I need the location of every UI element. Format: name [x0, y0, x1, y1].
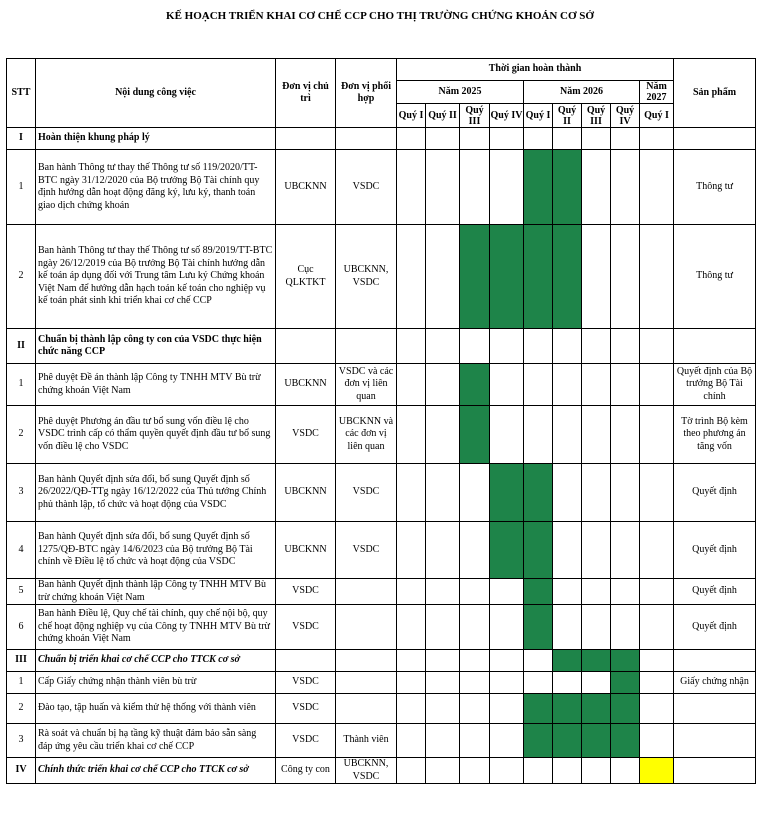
timeline-cell [611, 150, 640, 225]
timeline-cell [553, 128, 582, 150]
timeline-cell [460, 128, 490, 150]
product-cell [674, 758, 756, 784]
timeline-cell [582, 150, 611, 225]
timeline-cell [426, 406, 460, 464]
content-cell: Phê duyệt Phương án đầu tư bổ sung vốn điều lệ cho VSDC trình cấp có thẩm quyền quyết định đầu tư bổ sung vốn điều lệ cho VSDC [36, 406, 276, 464]
timeline-cell [426, 364, 460, 406]
product-cell [674, 128, 756, 150]
coord-cell: UBCKNN và các đơn vị liên quan [336, 406, 397, 464]
timeline-cell [397, 406, 426, 464]
header-year-2027: Năm 2027 [640, 81, 674, 104]
lead-cell [276, 329, 336, 364]
stt-cell: 3 [7, 464, 36, 522]
content-cell: Ban hành Thông tư thay thế Thông tư số 89/2019/TT-BTC ngày 26/12/2019 của Bộ trưởng Bộ Tài chính hướng dẫn kế toán áp dụng đối với Trung tâm Lưu ký Chứng khoán Việt Nam để hướng dẫn hạch toán kế toán cho nghiệp vụ kế toán phát sinh khi triển khai cơ chế CCP [36, 225, 276, 329]
timeline-cell [640, 364, 674, 406]
timeline-cell [611, 758, 640, 784]
timeline-cell [553, 406, 582, 464]
timeline-cell [460, 329, 490, 364]
header-quarter: Quý IV [490, 104, 524, 128]
header-lead: Đơn vị chủ trì [276, 59, 336, 128]
table-row [7, 464, 756, 522]
timeline-cell [611, 329, 640, 364]
content-cell: Ban hành Điều lệ, Quy chế tài chính, quy chế nội bộ, quy chế hoạt động nghiệp vụ của Công ty TNHH MTV Bù trừ chứng khoán Việt Nam [36, 605, 276, 650]
timeline-cell [490, 329, 524, 364]
timeline-cell [582, 406, 611, 464]
timeline-cell [640, 150, 674, 225]
product-cell: Quyết định của Bộ trưởng Bộ Tài chính [674, 364, 756, 406]
coord-cell: UBCKNN, VSDC [336, 758, 397, 784]
timeline-cell [426, 329, 460, 364]
timeline-cell [397, 128, 426, 150]
timeline-cell [490, 522, 524, 579]
coord-cell [336, 650, 397, 672]
timeline-cell [553, 724, 582, 758]
product-cell [674, 650, 756, 672]
header-quarter: Quý III [460, 104, 490, 128]
timeline-cell [397, 694, 426, 724]
timeline-cell [426, 150, 460, 225]
timeline-cell [426, 650, 460, 672]
timeline-cell [553, 225, 582, 329]
coord-cell [336, 579, 397, 605]
timeline-cell [640, 406, 674, 464]
timeline-cell [524, 694, 553, 724]
timeline-cell [490, 150, 524, 225]
timeline-cell [397, 650, 426, 672]
timeline-cell [640, 579, 674, 605]
timeline-cell [460, 406, 490, 464]
content-cell: Chuẩn bị thành lập công ty con của VSDC thực hiện chức năng CCP [36, 329, 276, 364]
coord-cell [336, 605, 397, 650]
table-row [7, 605, 756, 650]
timeline-cell [490, 128, 524, 150]
content-cell: Ban hành Thông tư thay thế Thông tư số 119/2020/TT-BTC ngày 31/12/2020 của Bộ trưởng Bộ Tài chính quy định hướng dẫn hoạt động đăng ký, lưu ký, thanh toán giao dịch chứng khoán [36, 150, 276, 225]
timeline-cell [553, 672, 582, 694]
timeline-cell [640, 758, 674, 784]
timeline-cell [490, 605, 524, 650]
header-stt: STT [7, 59, 36, 128]
timeline-cell [640, 128, 674, 150]
timeline-cell [582, 464, 611, 522]
lead-cell: VSDC [276, 579, 336, 605]
lead-cell: VSDC [276, 724, 336, 758]
timeline-cell [640, 225, 674, 329]
timeline-cell [611, 579, 640, 605]
timeline-cell [582, 694, 611, 724]
header-year-2026: Năm 2026 [524, 81, 640, 104]
lead-cell: VSDC [276, 605, 336, 650]
timeline-cell [490, 694, 524, 724]
timeline-cell [490, 758, 524, 784]
stt-cell: 6 [7, 605, 36, 650]
timeline-cell [640, 724, 674, 758]
product-cell: Giấy chứng nhận [674, 672, 756, 694]
timeline-cell [460, 605, 490, 650]
stt-cell: 2 [7, 225, 36, 329]
timeline-cell [553, 694, 582, 724]
stt-cell: II [7, 329, 36, 364]
header-quarter: Quý II [553, 104, 582, 128]
stt-cell: 2 [7, 694, 36, 724]
product-cell: Quyết định [674, 605, 756, 650]
lead-cell: UBCKNN [276, 364, 336, 406]
timeline-cell [397, 329, 426, 364]
section-row [7, 128, 756, 150]
timeline-cell [460, 724, 490, 758]
timeline-cell [460, 150, 490, 225]
timeline-cell [553, 329, 582, 364]
timeline-cell [553, 605, 582, 650]
timeline-cell [490, 464, 524, 522]
timeline-cell [426, 128, 460, 150]
lead-cell: Công ty con [276, 758, 336, 784]
timeline-cell [553, 579, 582, 605]
timeline-cell [611, 364, 640, 406]
timeline-cell [524, 329, 553, 364]
header-product: Sản phẩm [674, 59, 756, 128]
coord-cell: VSDC và các đơn vị liên quan [336, 364, 397, 406]
timeline-cell [397, 464, 426, 522]
timeline-cell [611, 522, 640, 579]
header-quarter: Quý I [524, 104, 553, 128]
timeline-cell [397, 522, 426, 579]
content-cell: Ban hành Quyết định sửa đổi, bổ sung Quyết định số 26/2022/QĐ-TTg ngày 16/12/2022 của Thủ tướng Chính phủ thành lập, tổ chức và hoạt động của VSDC [36, 464, 276, 522]
stt-cell: 5 [7, 579, 36, 605]
timeline-cell [640, 329, 674, 364]
timeline-cell [582, 758, 611, 784]
content-cell: Phê duyệt Đề án thành lập Công ty TNHH MTV Bù trừ chứng khoán Việt Nam [36, 364, 276, 406]
lead-cell: VSDC [276, 672, 336, 694]
timeline-cell [553, 364, 582, 406]
product-cell [674, 724, 756, 758]
coord-cell: VSDC [336, 522, 397, 579]
timeline-cell [524, 150, 553, 225]
timeline-cell [640, 672, 674, 694]
timeline-cell [397, 225, 426, 329]
timeline-cell [553, 150, 582, 225]
timeline-cell [582, 329, 611, 364]
header-quarter: Quý II [426, 104, 460, 128]
header-year-2025: Năm 2025 [397, 81, 524, 104]
timeline-cell [582, 650, 611, 672]
timeline-cell [611, 406, 640, 464]
coord-cell [336, 128, 397, 150]
timeline-cell [460, 579, 490, 605]
table-row [7, 406, 756, 464]
timeline-cell [582, 128, 611, 150]
timeline-cell [397, 724, 426, 758]
timeline-cell [611, 464, 640, 522]
timeline-cell [426, 758, 460, 784]
timeline-cell [397, 605, 426, 650]
lead-cell [276, 128, 336, 150]
header-quarter: Quý I [640, 104, 674, 128]
timeline-cell [426, 672, 460, 694]
timeline-cell [582, 522, 611, 579]
content-cell: Ban hành Quyết định thành lập Công ty TNHH MTV Bù trừ chứng khoán Việt Nam [36, 579, 276, 605]
content-cell: Rà soát và chuẩn bị hạ tầng kỹ thuật đảm bảo sẵn sàng đáp ứng yêu cầu triển khai cơ chế CCP [36, 724, 276, 758]
lead-cell [276, 650, 336, 672]
stt-cell: III [7, 650, 36, 672]
product-cell: Thông tư [674, 150, 756, 225]
header-content: Nội dung công việc [36, 59, 276, 128]
timeline-cell [490, 406, 524, 464]
timeline-cell [611, 128, 640, 150]
table-row [7, 364, 756, 406]
timeline-cell [611, 650, 640, 672]
stt-cell: 4 [7, 522, 36, 579]
content-cell: Đào tạo, tập huấn và kiểm thử hệ thống với thành viên [36, 694, 276, 724]
timeline-cell [460, 522, 490, 579]
lead-cell: UBCKNN [276, 522, 336, 579]
timeline-cell [426, 579, 460, 605]
timeline-cell [640, 694, 674, 724]
timeline-cell [611, 605, 640, 650]
stt-cell: 3 [7, 724, 36, 758]
coord-cell: VSDC [336, 150, 397, 225]
product-cell [674, 329, 756, 364]
timeline-cell [524, 406, 553, 464]
timeline-cell [640, 522, 674, 579]
timeline-cell [611, 225, 640, 329]
timeline-cell [582, 225, 611, 329]
timeline-cell [524, 758, 553, 784]
coord-cell: UBCKNN, VSDC [336, 225, 397, 329]
timeline-cell [553, 758, 582, 784]
coord-cell [336, 672, 397, 694]
timeline-cell [640, 605, 674, 650]
timeline-cell [553, 464, 582, 522]
timeline-cell [397, 579, 426, 605]
timeline-cell [426, 724, 460, 758]
timeline-cell [524, 522, 553, 579]
timeline-cell [426, 694, 460, 724]
product-cell: Quyết định [674, 522, 756, 579]
timeline-cell [426, 522, 460, 579]
product-cell [674, 694, 756, 724]
table-row [7, 694, 756, 724]
timeline-cell [640, 650, 674, 672]
product-cell: Quyết định [674, 579, 756, 605]
content-cell: Ban hành Quyết định sửa đổi, bổ sung Quyết định số 1275/QĐ-BTC ngày 14/6/2023 của Bộ trưởng Bộ Tài chính về Điều lệ tổ chức và hoạt động của VSDC [36, 522, 276, 579]
timeline-cell [397, 672, 426, 694]
timeline-cell [582, 364, 611, 406]
header-time: Thời gian hoàn thành [397, 59, 674, 81]
timeline-cell [582, 579, 611, 605]
header-quarter: Quý IV [611, 104, 640, 128]
timeline-cell [490, 724, 524, 758]
plan-table [6, 58, 756, 784]
timeline-cell [553, 650, 582, 672]
stt-cell: 2 [7, 406, 36, 464]
timeline-cell [426, 225, 460, 329]
table-row [7, 150, 756, 225]
section-row [7, 758, 756, 784]
content-cell: Cấp Giấy chứng nhận thành viên bù trừ [36, 672, 276, 694]
timeline-cell [460, 225, 490, 329]
timeline-cell [582, 605, 611, 650]
timeline-cell [490, 650, 524, 672]
header-quarter: Quý I [397, 104, 426, 128]
lead-cell: VSDC [276, 406, 336, 464]
timeline-cell [582, 724, 611, 758]
content-cell: Chuẩn bị triển khai cơ chế CCP cho TTCK cơ sở [36, 650, 276, 672]
timeline-cell [397, 758, 426, 784]
stt-cell: 1 [7, 364, 36, 406]
section-row [7, 329, 756, 364]
content-cell: Hoàn thiện khung pháp lý [36, 128, 276, 150]
timeline-cell [460, 672, 490, 694]
product-cell: Tờ trình Bộ kèm theo phương án tăng vốn [674, 406, 756, 464]
product-cell: Quyết định [674, 464, 756, 522]
timeline-cell [524, 128, 553, 150]
stt-cell: 1 [7, 150, 36, 225]
content-cell: Chính thức triển khai cơ chế CCP cho TTCK cơ sở [36, 758, 276, 784]
lead-cell: VSDC [276, 694, 336, 724]
stt-cell: I [7, 128, 36, 150]
lead-cell: UBCKNN [276, 150, 336, 225]
coord-cell [336, 694, 397, 724]
section-row [7, 650, 756, 672]
timeline-cell [524, 579, 553, 605]
timeline-cell [397, 150, 426, 225]
timeline-cell [611, 694, 640, 724]
table-row [7, 522, 756, 579]
timeline-cell [490, 579, 524, 605]
timeline-cell [611, 672, 640, 694]
lead-cell: Cục QLKTKT [276, 225, 336, 329]
timeline-cell [426, 464, 460, 522]
coord-cell: VSDC [336, 464, 397, 522]
timeline-cell [460, 650, 490, 672]
coord-cell: Thành viên [336, 724, 397, 758]
timeline-cell [553, 522, 582, 579]
timeline-cell [397, 364, 426, 406]
timeline-cell [524, 605, 553, 650]
coord-cell [336, 329, 397, 364]
timeline-cell [611, 724, 640, 758]
timeline-cell [524, 464, 553, 522]
table-row [7, 225, 756, 329]
header-quarter: Quý III [582, 104, 611, 128]
stt-cell: IV [7, 758, 36, 784]
timeline-cell [582, 672, 611, 694]
timeline-cell [490, 672, 524, 694]
table-row [7, 672, 756, 694]
document-title: KẾ HOẠCH TRIỂN KHAI CƠ CHẾ CCP CHO THỊ TRƯỜNG CHỨNG KHOÁN CƠ SỞ [166, 10, 594, 22]
timeline-cell [426, 605, 460, 650]
table-row [7, 724, 756, 758]
timeline-cell [460, 364, 490, 406]
header-coord: Đơn vị phối hợp [336, 59, 397, 128]
timeline-cell [460, 694, 490, 724]
timeline-cell [490, 225, 524, 329]
timeline-cell [460, 464, 490, 522]
lead-cell: UBCKNN [276, 464, 336, 522]
product-cell: Thông tư [674, 225, 756, 329]
timeline-cell [640, 464, 674, 522]
timeline-cell [524, 672, 553, 694]
timeline-cell [524, 225, 553, 329]
table-row [7, 579, 756, 605]
timeline-cell [524, 650, 553, 672]
timeline-cell [524, 724, 553, 758]
timeline-cell [524, 364, 553, 406]
timeline-cell [460, 758, 490, 784]
timeline-cell [490, 364, 524, 406]
stt-cell: 1 [7, 672, 36, 694]
